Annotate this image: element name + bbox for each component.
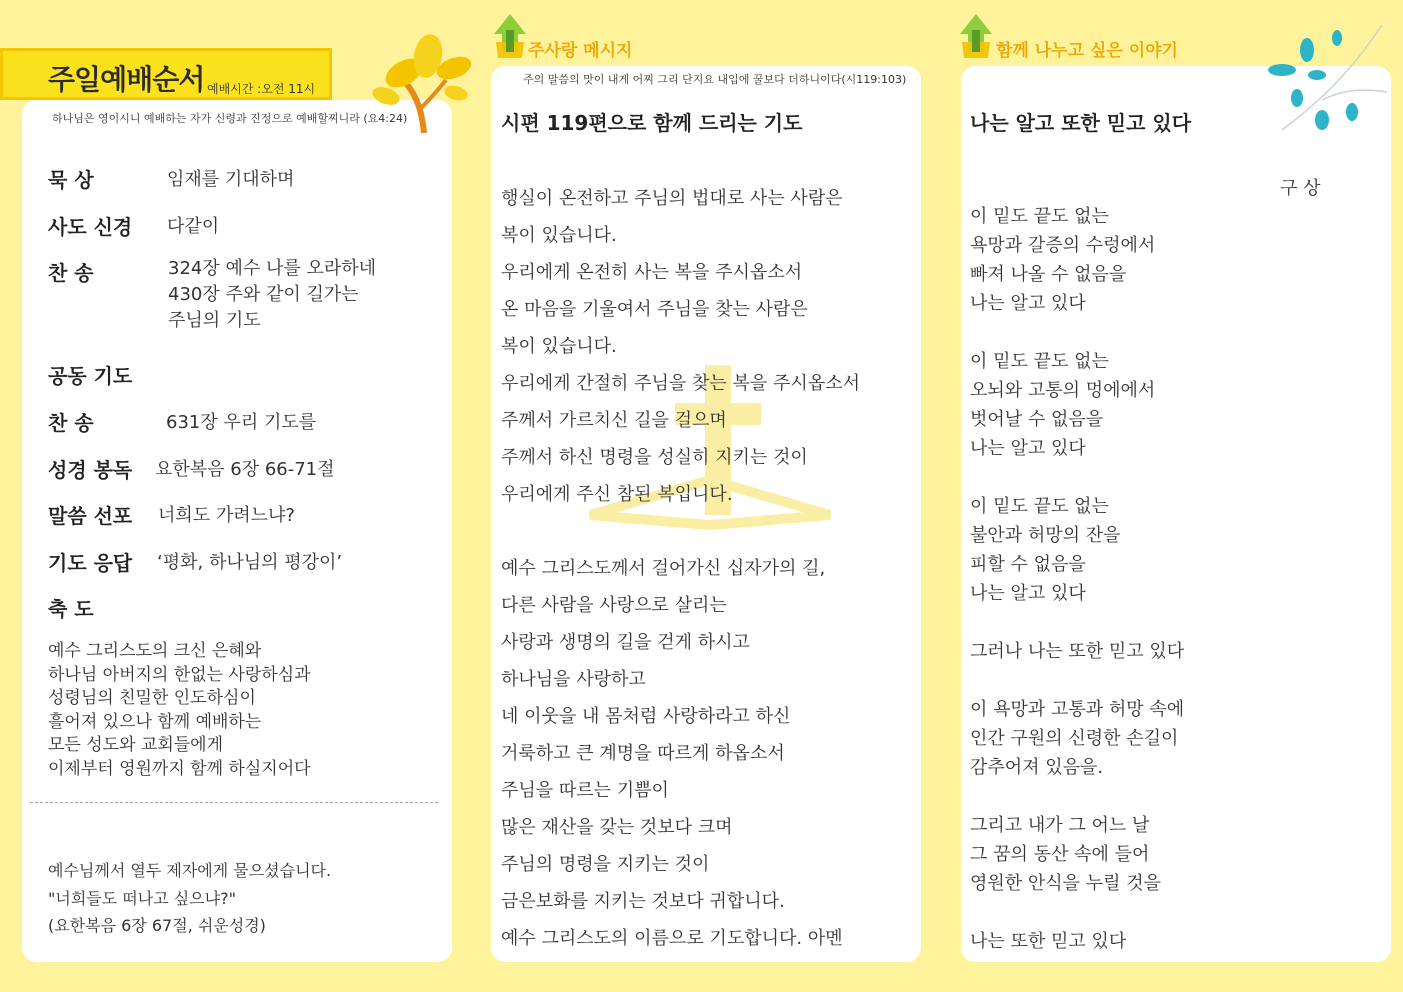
prayer-line: 다른 사람을 사랑으로 살리는 bbox=[501, 595, 727, 616]
order-label: 기도 응답 bbox=[48, 551, 133, 575]
order-item bbox=[48, 500, 132, 529]
page-title: 주일예배순서 bbox=[48, 63, 205, 96]
prayer-line: 하나님을 사랑하고 bbox=[501, 669, 646, 690]
poem-line: 이 밑도 끝도 없는 bbox=[970, 351, 1109, 372]
prayer-line: 주께서 하신 명령을 성실히 지키는 것이 bbox=[501, 447, 808, 468]
order-item bbox=[48, 547, 132, 576]
benediction-line: 흘어져 있으나 함께 예배하는 bbox=[48, 711, 262, 732]
worship-verse: 하나님은 영이시니 예배하는 자가 신령과 진정으로 예배할찌니라 (요4:24) bbox=[52, 112, 408, 125]
prayer-line: 예수 그리스도의 이름으로 기도합니다. 아멘 bbox=[501, 928, 843, 949]
poem-stanza bbox=[970, 927, 1184, 956]
poem-line: 이 밑도 끝도 없는 bbox=[970, 496, 1109, 517]
poem-stanza bbox=[970, 695, 1184, 782]
footer-quote bbox=[48, 857, 331, 940]
order-value: 너희도 가려느냐? bbox=[158, 505, 295, 526]
order-item bbox=[48, 360, 132, 389]
hymn-line: 430장 주와 같이 길가는 bbox=[168, 284, 359, 305]
poem-line: 나는 알고 있다 bbox=[970, 293, 1086, 314]
poem-body bbox=[970, 202, 1184, 985]
prayer-part-2 bbox=[501, 550, 843, 957]
benediction-line: 이제부터 영원까지 함께 하실지어다 bbox=[48, 758, 311, 779]
poem-line: 이 욕망과 고통과 허망 속에 bbox=[970, 699, 1185, 720]
arrow-book-icon bbox=[958, 12, 994, 60]
poem-line: 욕망과 갈증의 수렁에서 bbox=[970, 235, 1156, 256]
prayer-line: 거룩하고 큰 계명을 따르게 하옵소서 bbox=[501, 743, 785, 764]
benediction-line: 예수 그리스도의 크신 은혜와 bbox=[48, 641, 262, 661]
poem-line: 피할 수 없음을 bbox=[970, 554, 1086, 575]
prayer-title: 시편 119편으로 함께 드리는 기도 bbox=[501, 111, 803, 135]
order-label: 말씀 선포 bbox=[48, 504, 133, 528]
prayer-line: 주님을 따르는 기쁨이 bbox=[501, 780, 669, 801]
prayer-line: 많은 재산을 갖는 것보다 크며 bbox=[501, 817, 733, 838]
prayer-line: 우리에게 간절히 주님을 찾는 복을 주시옵소서 bbox=[501, 373, 860, 394]
order-value: 다같이 bbox=[167, 216, 220, 237]
order-value: ‘평화, 하나님의 평강이’ bbox=[157, 552, 343, 573]
service-time: 예배시간 :오전 11시 bbox=[207, 82, 316, 96]
order-label: 찬 송 bbox=[48, 411, 94, 435]
prayer-line: 복이 있습니다. bbox=[501, 225, 617, 246]
benediction-text bbox=[48, 640, 311, 781]
poem-author: 구 상 bbox=[1280, 178, 1321, 199]
leaf-ornament-icon bbox=[1262, 20, 1400, 135]
poem-stanza bbox=[970, 202, 1184, 318]
prayer-line: 주께서 가르치신 길을 걸으며 bbox=[501, 410, 727, 431]
order-label: 찬 송 bbox=[48, 261, 94, 285]
benediction-line: 모든 성도와 교회들에게 bbox=[48, 735, 224, 755]
poem-title: 나는 알고 또한 믿고 있다 bbox=[970, 111, 1192, 135]
prayer-line: 우리에게 온전히 사는 복을 주시옵소서 bbox=[501, 262, 803, 283]
order-item bbox=[48, 407, 94, 436]
prayer-line: 행실이 온전하고 주님의 법대로 사는 사람은 bbox=[501, 188, 843, 209]
poem-line: 감추어져 있음을. bbox=[970, 757, 1104, 778]
prayer-line: 금은보화를 지키는 것보다 귀합니다. bbox=[501, 891, 785, 912]
poem-line: 그리고 내가 그 어느 날 bbox=[970, 815, 1150, 836]
footer-line: (요한복음 6장 67절, 쉬운성경) bbox=[48, 916, 266, 935]
prayer-line: 네 이웃을 내 몸처럼 사랑하라고 하신 bbox=[501, 706, 791, 727]
footer-line: 예수님께서 열두 제자에게 물으셨습니다. bbox=[48, 861, 332, 880]
order-label: 성경 봉독 bbox=[48, 458, 133, 482]
order-item bbox=[48, 593, 94, 622]
order-item bbox=[48, 257, 94, 286]
poem-stanza bbox=[970, 492, 1184, 608]
divider bbox=[30, 802, 438, 803]
poem-line: 나는 알고 있다 bbox=[970, 583, 1086, 604]
poem-line: 나는 알고 있다 bbox=[970, 438, 1086, 459]
poem-line: 이 밑도 끝도 없는 bbox=[970, 206, 1109, 227]
hymn-line: 주님의 기도 bbox=[168, 310, 261, 331]
order-item bbox=[48, 164, 94, 193]
benediction-line: 성령님의 친밀한 인도하심이 bbox=[48, 688, 256, 708]
order-label: 사도 신경 bbox=[48, 215, 133, 239]
prayer-line: 우리에게 주신 참된 복입니다. bbox=[501, 484, 733, 505]
section-heading: 주사랑 메시지 bbox=[528, 41, 633, 61]
prayer-line: 예수 그리스도께서 걸어가신 십자가의 길, bbox=[501, 558, 826, 579]
prayer-line: 사랑과 생명의 길을 걷게 하시고 bbox=[501, 632, 750, 653]
section-heading: 함께 나누고 싶은 이야기 bbox=[996, 41, 1178, 61]
poem-line: 벗어날 수 없음을 bbox=[970, 409, 1104, 430]
poem-line: 나는 또한 믿고 있다 bbox=[970, 931, 1127, 952]
hymn-line: 324장 예수 나를 오라하네 bbox=[168, 258, 377, 279]
poem-stanza bbox=[970, 347, 1184, 463]
poem-line: 영원한 안식을 누릴 것을 bbox=[970, 873, 1162, 894]
order-value: 임재를 기대하며 bbox=[167, 169, 295, 190]
hymn-list bbox=[168, 256, 376, 334]
poem-line: 빠져 나올 수 없음을 bbox=[970, 264, 1127, 285]
order-item bbox=[48, 211, 132, 240]
poem-stanza bbox=[970, 811, 1184, 898]
poem-line: 인간 구원의 신령한 손길이 bbox=[970, 728, 1179, 749]
prayer-part-1 bbox=[501, 180, 860, 513]
prayer-line: 복이 있습니다. bbox=[501, 336, 617, 357]
poem-line: 그러나 나는 또한 믿고 있다 bbox=[970, 641, 1185, 662]
section-subtitle: 주의 말씀의 맛이 내게 어찌 그리 단지요 내입에 꿀보다 더하니이다(시119:103) bbox=[523, 73, 907, 86]
prayer-line: 온 마음을 기울여서 주님을 찾는 사람은 bbox=[501, 299, 808, 320]
poem-line: 오뇌와 고통의 멍에에서 bbox=[970, 380, 1156, 401]
order-value: 631장 우리 기도를 bbox=[166, 412, 317, 433]
order-label: 축 도 bbox=[48, 597, 94, 621]
arrow-book-icon bbox=[492, 12, 528, 60]
benediction-line: 하나님 아버지의 한없는 사랑하심과 bbox=[48, 664, 311, 685]
prayer-line: 주님의 명령을 지키는 것이 bbox=[501, 854, 710, 875]
order-label: 공동 기도 bbox=[48, 364, 133, 388]
poem-line: 불안과 허망의 잔을 bbox=[970, 525, 1121, 546]
order-value: 요한복음 6장 66-71절 bbox=[155, 459, 335, 480]
poem-line: 그 꿈의 동산 속에 들어 bbox=[970, 844, 1150, 865]
order-label: 묵 상 bbox=[48, 168, 94, 192]
footer-line: "너희들도 떠나고 싶으냐?" bbox=[48, 888, 236, 908]
poem-stanza bbox=[970, 637, 1184, 666]
order-item bbox=[48, 454, 132, 483]
